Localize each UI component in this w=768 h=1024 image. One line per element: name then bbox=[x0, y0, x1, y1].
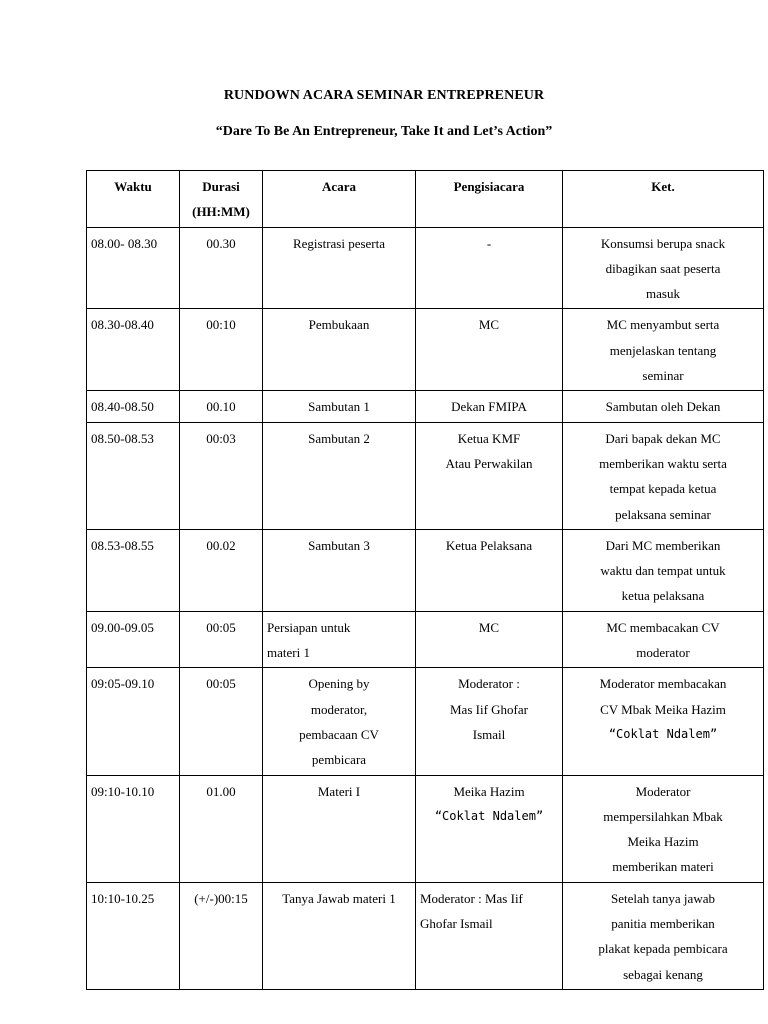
cell-acara-line: Tanya Jawab materi 1 bbox=[282, 890, 396, 906]
cell-ket bbox=[563, 391, 764, 422]
cell-pengisiacara-line: Ketua KMF bbox=[457, 430, 521, 446]
cell-durasi: 00.30 bbox=[180, 227, 263, 309]
cell-acara bbox=[263, 309, 416, 391]
cell-acara-line: Sambutan 1 bbox=[308, 399, 370, 415]
cell-pengisiacara bbox=[416, 391, 563, 422]
cell-pengisiacara-line: - bbox=[486, 235, 492, 251]
cell-ket-line: MC menyambut serta bbox=[606, 317, 720, 333]
cell-durasi: 01.00 bbox=[180, 775, 263, 882]
cell-ket-line: Dari bapak dekan MC bbox=[605, 430, 721, 446]
table-row bbox=[87, 227, 764, 309]
cell-waktu: 08.50-08.53 bbox=[87, 422, 180, 529]
cell-pengisiacara-line: Mas Iif Ghofar bbox=[450, 701, 528, 717]
cell-ket-line: panitia memberikan bbox=[611, 916, 715, 932]
cell-ket-line: ketua pelaksana bbox=[621, 588, 705, 604]
cell-waktu: 09.00-09.05 bbox=[87, 611, 180, 668]
cell-pengisiacara-line: Ismail bbox=[472, 726, 506, 742]
header-durasi-label: Durasi bbox=[202, 179, 240, 194]
cell-ket bbox=[563, 668, 764, 775]
table-row bbox=[87, 309, 764, 391]
cell-ket-line: masuk bbox=[646, 286, 680, 302]
cell-ket bbox=[563, 422, 764, 529]
cell-acara bbox=[263, 775, 416, 882]
cell-ket-line: “Coklat Ndalem” bbox=[608, 726, 718, 741]
cell-ket-line: Moderator bbox=[635, 783, 691, 799]
cell-ket bbox=[563, 309, 764, 391]
cell-ket bbox=[563, 529, 764, 611]
cell-pengisiacara-line: Meika Hazim bbox=[453, 783, 525, 799]
cell-waktu: 09:05-09.10 bbox=[87, 668, 180, 775]
header-pengisiacara: Pengisiacara bbox=[416, 171, 563, 228]
header-ket: Ket. bbox=[563, 171, 764, 228]
table-body bbox=[87, 227, 764, 989]
cell-ket-line: MC membacakan CV bbox=[606, 619, 720, 635]
cell-waktu: 08.00- 08.30 bbox=[87, 227, 180, 309]
cell-acara-line: pembicara bbox=[311, 752, 367, 768]
cell-pengisiacara-line: MC bbox=[478, 619, 500, 635]
cell-pengisiacara bbox=[416, 611, 563, 668]
cell-durasi: 00:05 bbox=[180, 668, 263, 775]
cell-ket-line: memberikan waktu serta bbox=[599, 455, 727, 471]
cell-ket-line: plakat kepada pembicara bbox=[598, 941, 728, 957]
cell-ket-line: CV Mbak Meika Hazim bbox=[600, 701, 726, 717]
cell-waktu: 10:10-10.25 bbox=[87, 882, 180, 989]
cell-ket-line: pelaksana seminar bbox=[615, 506, 711, 522]
cell-durasi: 00.02 bbox=[180, 529, 263, 611]
cell-durasi: 00.10 bbox=[180, 391, 263, 422]
document-subtitle: “Dare To Be An Entrepreneur, Take It and Let’s Action” bbox=[215, 124, 553, 139]
cell-ket-line: sebagai kenang bbox=[623, 966, 703, 982]
cell-acara-line: Pembukaan bbox=[308, 317, 370, 333]
cell-acara bbox=[263, 611, 416, 668]
cell-waktu: 08.30-08.40 bbox=[87, 309, 180, 391]
cell-pengisiacara bbox=[416, 227, 563, 309]
cell-pengisiacara bbox=[416, 668, 563, 775]
cell-acara-line: Registrasi peserta bbox=[292, 235, 386, 251]
cell-acara bbox=[263, 227, 416, 309]
cell-acara bbox=[263, 882, 416, 989]
cell-acara-line: materi 1 bbox=[267, 645, 310, 661]
cell-ket-line: Moderator membacakan bbox=[599, 676, 727, 692]
table-row bbox=[87, 529, 764, 611]
cell-pengisiacara-line: Dekan FMIPA bbox=[451, 399, 527, 415]
cell-ket-line: mempersilahkan Mbak bbox=[603, 808, 723, 824]
cell-waktu: 09:10-10.10 bbox=[87, 775, 180, 882]
cell-pengisiacara bbox=[416, 775, 563, 882]
cell-ket-line: Sambutan oleh Dekan bbox=[605, 399, 721, 415]
table-row bbox=[87, 668, 764, 775]
cell-waktu: 08.40-08.50 bbox=[87, 391, 180, 422]
cell-durasi: 00:05 bbox=[180, 611, 263, 668]
cell-pengisiacara bbox=[416, 309, 563, 391]
cell-durasi: 00:10 bbox=[180, 309, 263, 391]
cell-ket-line: memberikan materi bbox=[612, 859, 714, 875]
cell-pengisiacara-line: Ketua Pelaksana bbox=[445, 537, 533, 553]
table-header-row bbox=[87, 171, 764, 228]
cell-pengisiacara-line: Moderator : Mas Iif bbox=[420, 890, 523, 906]
rundown-table bbox=[86, 170, 764, 990]
cell-acara-line: pembacaan CV bbox=[299, 726, 379, 742]
cell-pengisiacara-line: “Coklat Ndalem” bbox=[434, 808, 544, 823]
cell-pengisiacara-line: Ghofar Ismail bbox=[420, 916, 493, 932]
cell-ket-line: seminar bbox=[642, 368, 684, 384]
cell-waktu: 08.53-08.55 bbox=[87, 529, 180, 611]
cell-ket-line: menjelaskan tentang bbox=[609, 342, 717, 358]
cell-pengisiacara bbox=[416, 882, 563, 989]
table-row bbox=[87, 775, 764, 882]
cell-pengisiacara-line: MC bbox=[478, 317, 500, 333]
cell-durasi: (+/-)00:15 bbox=[180, 882, 263, 989]
cell-durasi: 00:03 bbox=[180, 422, 263, 529]
table-row bbox=[87, 391, 764, 422]
cell-acara bbox=[263, 529, 416, 611]
cell-acara bbox=[263, 422, 416, 529]
cell-acara bbox=[263, 391, 416, 422]
table-row bbox=[87, 882, 764, 989]
cell-ket bbox=[563, 611, 764, 668]
cell-ket-line: dibagikan saat peserta bbox=[605, 260, 721, 276]
cell-ket bbox=[563, 882, 764, 989]
table-row bbox=[87, 611, 764, 668]
cell-pengisiacara bbox=[416, 529, 563, 611]
header-durasi bbox=[180, 171, 263, 228]
cell-ket-line: tempat kepada ketua bbox=[609, 481, 717, 497]
cell-acara-line: Sambutan 2 bbox=[308, 430, 370, 446]
cell-pengisiacara-line: Atau Perwakilan bbox=[445, 455, 533, 471]
cell-acara-line: Sambutan 3 bbox=[308, 537, 370, 553]
cell-ket-line: moderator bbox=[636, 645, 690, 661]
cell-acara-line: Persiapan untuk bbox=[267, 619, 351, 635]
cell-ket-line: waktu dan tempat untuk bbox=[600, 563, 726, 579]
header-waktu: Waktu bbox=[87, 171, 180, 228]
cell-ket bbox=[563, 775, 764, 882]
cell-ket-line: Dari MC memberikan bbox=[605, 537, 721, 553]
cell-pengisiacara bbox=[416, 422, 563, 529]
cell-ket-line: Meika Hazim bbox=[627, 834, 699, 850]
cell-acara-line: Materi I bbox=[317, 783, 361, 799]
table-row bbox=[87, 422, 764, 529]
header-durasi-format: (HH:MM) bbox=[192, 204, 250, 220]
cell-ket bbox=[563, 227, 764, 309]
header-acara: Acara bbox=[263, 171, 416, 228]
cell-ket-line: Setelah tanya jawab bbox=[611, 890, 715, 906]
cell-acara-line: Opening by bbox=[308, 676, 370, 692]
document-title: RUNDOWN ACARA SEMINAR ENTREPRENEUR bbox=[223, 88, 545, 103]
cell-acara-line: moderator, bbox=[310, 701, 368, 717]
cell-acara bbox=[263, 668, 416, 775]
cell-ket-line: Konsumsi berupa snack bbox=[600, 235, 726, 251]
cell-pengisiacara-line: Moderator : bbox=[458, 676, 520, 692]
